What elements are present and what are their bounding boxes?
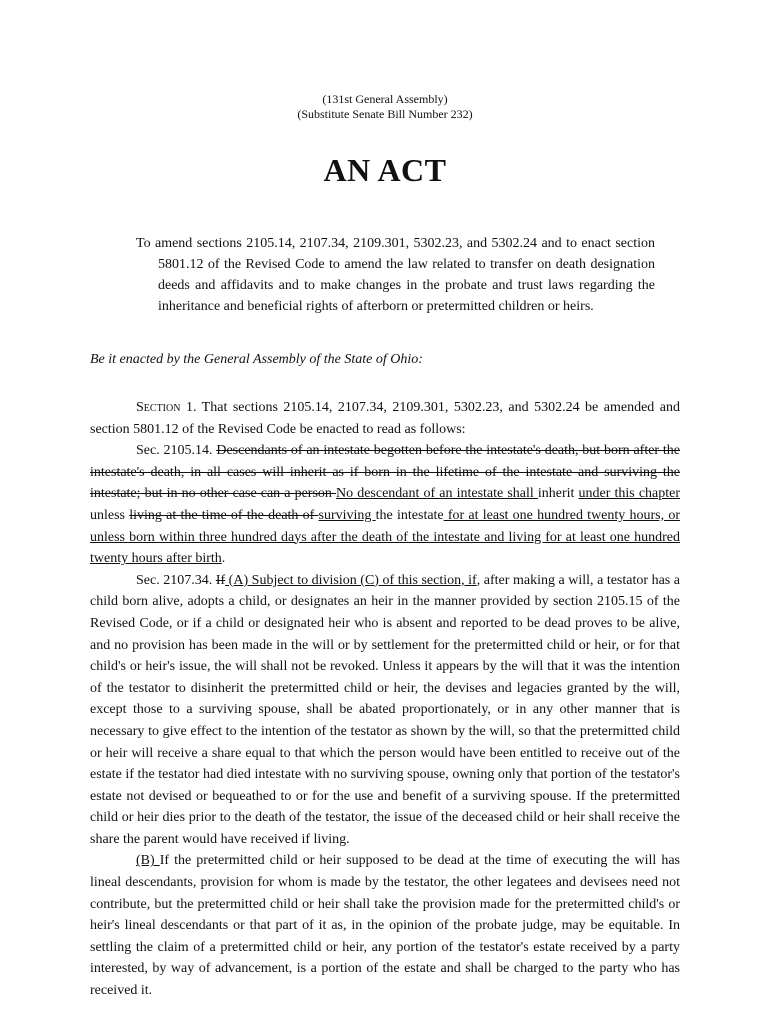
existing-text: unless (90, 507, 130, 523)
enacting-clause: Be it enacted by the General Assembly of the State of Ohio: (90, 352, 423, 367)
section-1-paragraph (90, 397, 680, 440)
sec-2107-34-paragraph-b (90, 850, 680, 1001)
added-text: No descendant of an intestate shall (336, 486, 538, 502)
sec-2107-34-heading: Sec. 2107.34. (136, 572, 216, 588)
act-body (90, 397, 680, 1002)
purpose-statement: To amend sections 2105.14, 2107.34, 2109.301, 5302.23, and 5302.24 and to enact section 5801.12 of the Revised Code to amend the law related to transfer on death designation deeds and affidavits and to make changes in the probate and trust laws regarding the inheritance and beneficial rights of afterborn or pretermitted children or heirs. (136, 236, 655, 314)
bill-number-line: (Substitute Senate Bill Number 232) (297, 107, 473, 121)
section-1-text: 1. That sections 2105.14, 2107.34, 2109.301, 5302.23, and 5302.24 be amended and section 5801.12 of the Revised Code be enacted to read as follows: (90, 400, 680, 437)
section-label: Section (136, 400, 181, 415)
existing-text: the intestate (375, 507, 444, 523)
struck-text: living at the time of the death of (129, 507, 319, 523)
bill-header (0, 92, 770, 122)
added-text: (B) (136, 853, 160, 869)
existing-text: inherit (537, 486, 579, 502)
existing-text: . (221, 551, 226, 567)
added-text: surviving (318, 507, 376, 523)
existing-text: If the pretermitted child or heir supposed to be dead at the time of executing the will has lineal descendants, provision for whom is made by the testator, the other legatees and devisees need not contribute, but the pretermitted child or heir shall take the provision made for the pretermitted child's or heir's lineal descendants or that part of it as, in the opinion of the probate judge, may be equitable. In settling the claim of a pretermitted child or heir, any portion of the testator's estate received by a party interested, by way of advancement, is a portion of the estate and shall be charged to the party who has received it. (90, 853, 680, 999)
struck-text: Descendants of an intestate begotten before the intestate's death, but born after the intestate's death, in all cases will inherit as if born in the lifetime of the intestate and surviving the intestate; but in no other case can a person (90, 443, 681, 502)
general-assembly-line: (131st General Assembly) (322, 92, 448, 106)
act-title: AN ACT (323, 152, 447, 188)
added-text: under this chapter (578, 486, 681, 502)
added-text: (A) Subject to division (C) of this section, if (225, 572, 477, 588)
existing-text: , after making a will, a testator has a child born alive, adopts a child, or designates an heir in the manner provided by section 2105.15 of the Revised Code, or if a child or designated heir who is absent and reported to be dead proves to be alive, and no provision has been made in the will or by settlement for the pretermitted child or heir, or for that child's or heir's issue, the will shall not be revoked. Unless it appears by the will that it was the intention of the testator to disinherit the pretermitted child or heir, the devises and legacies granted by the will, except those to a surviving spouse, shall be abated proportionately, or in any other manner that is necessary to give effect to the intention of the testator as shown by the will, so that the pretermitted child or heir will receive a share equal to that which the person would have been entitled to receive out of the estate if the testator had died intestate with no surviving spouse, owning only that portion of the testator's estate not devised or bequeathed to or for the use and benefit of a surviving spouse. If the pretermitted child or heir dies prior to the death of the testator, the issue of the deceased child or heir shall receive the share the parent would have received if living. (90, 572, 681, 847)
added-text: for at least one hundred twenty hours, or unless born within three hundred days after the death of the intestate and living for at least one hundred twenty hours after birth (90, 507, 681, 567)
sec-2105-14-paragraph (90, 440, 680, 570)
sec-2105-14-heading: Sec. 2105.14. (136, 443, 217, 459)
sec-2107-34-paragraph-a (90, 570, 680, 851)
struck-text: If (215, 572, 226, 588)
